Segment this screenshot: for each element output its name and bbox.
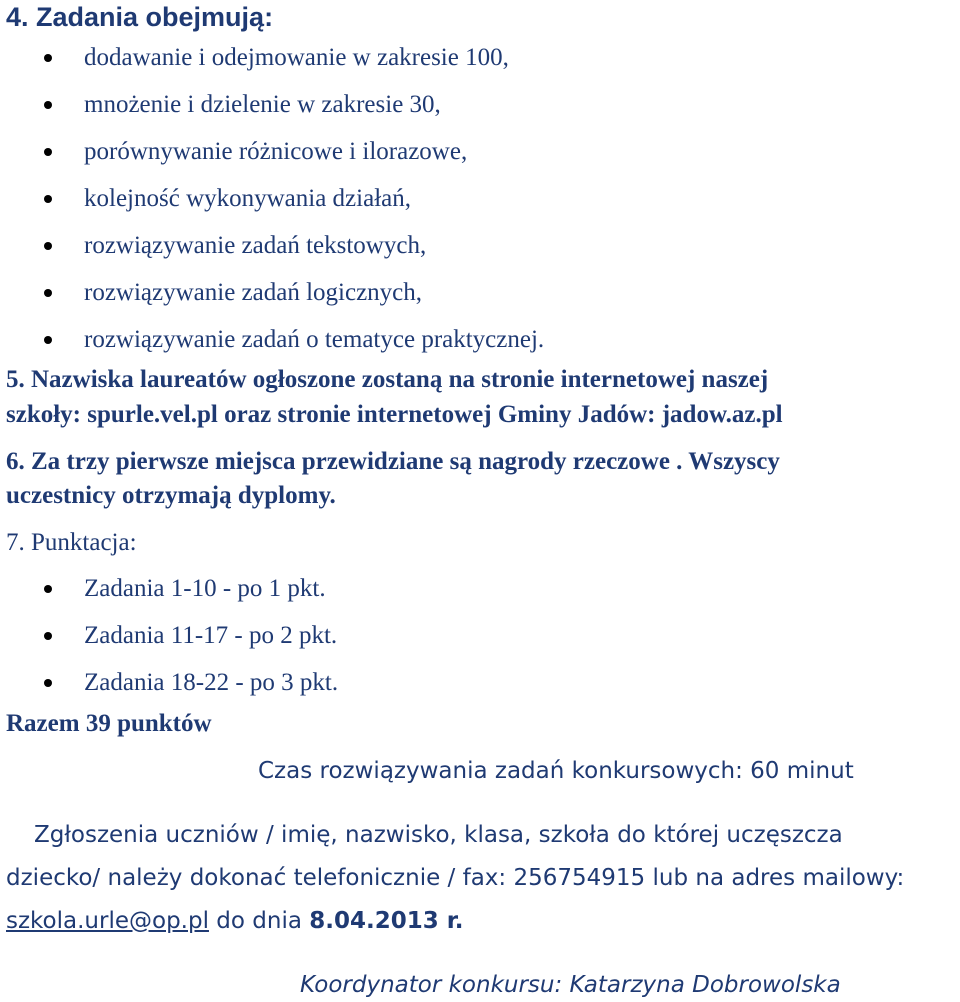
email-link[interactable]: szkola.urle@op.pl bbox=[6, 908, 209, 934]
registration-line-2: dziecko/ należy dokonać telefonicznie / fax: 256754915 lub na adres mailowy: bbox=[6, 865, 905, 891]
list-item: porównywanie różnicowe i ilorazowe, bbox=[0, 128, 544, 175]
bullet-icon bbox=[44, 679, 52, 687]
section-5-line-1: 5. Nazwiska laureatów ogłoszone zostaną na stronie internetowej naszej bbox=[6, 366, 769, 393]
bullet-icon bbox=[44, 242, 52, 250]
registration-line-3 bbox=[6, 906, 464, 936]
bullet-icon bbox=[44, 632, 52, 640]
total-points: Razem 39 punktów bbox=[6, 710, 212, 737]
registration-line-1: Zgłoszenia uczniów / imię, nazwisko, klasa, szkoła do której uczęszcza bbox=[34, 822, 843, 848]
list-item: rozwiązywanie zadań o tematyce praktycznej. bbox=[0, 316, 544, 363]
list-item: kolejność wykonywania działań, bbox=[0, 175, 544, 222]
list-item: Zadania 18-22 - po 3 pkt. bbox=[0, 659, 338, 706]
bullet-icon bbox=[44, 54, 52, 62]
bullet-icon bbox=[44, 148, 52, 156]
section-6-line-2: uczestnicy otrzymają dyplomy. bbox=[6, 482, 336, 509]
bullet-icon bbox=[44, 585, 52, 593]
scoring-list bbox=[0, 565, 338, 706]
bullet-icon bbox=[44, 289, 52, 297]
bullet-icon bbox=[44, 336, 52, 344]
list-item: dodawanie i odejmowanie w zakresie 100, bbox=[0, 34, 544, 81]
list-item: rozwiązywanie zadań tekstowych, bbox=[0, 222, 544, 269]
list-item: Zadania 1-10 - po 1 pkt. bbox=[0, 565, 338, 612]
section-6-line-1: 6. Za trzy pierwsze miejsca przewidziane są nagrody rzeczowe . Wszyscy bbox=[6, 448, 780, 475]
section-4-title: 4. Zadania obejmują: bbox=[6, 2, 274, 32]
section-7-title: 7. Punktacja: bbox=[6, 529, 137, 556]
list-item: mnożenie i dzielenie w zakresie 30, bbox=[0, 81, 544, 128]
coordinator: Koordynator konkursu: Katarzyna Dobrowolska bbox=[300, 972, 841, 998]
time-note: Czas rozwiązywania zadań konkursowych: 60 minut bbox=[258, 758, 854, 784]
task-list bbox=[0, 34, 544, 363]
deadline-date: 8.04.2013 r. bbox=[309, 908, 464, 934]
list-item: rozwiązywanie zadań logicznych, bbox=[0, 269, 544, 316]
bullet-icon bbox=[44, 195, 52, 203]
section-5-line-2: szkoły: spurle.vel.pl oraz stronie internetowej Gminy Jadów: jadow.az.pl bbox=[6, 401, 783, 428]
deadline-prefix: do dnia bbox=[208, 908, 310, 934]
bullet-icon bbox=[44, 101, 52, 109]
list-item: Zadania 11-17 - po 2 pkt. bbox=[0, 612, 338, 659]
